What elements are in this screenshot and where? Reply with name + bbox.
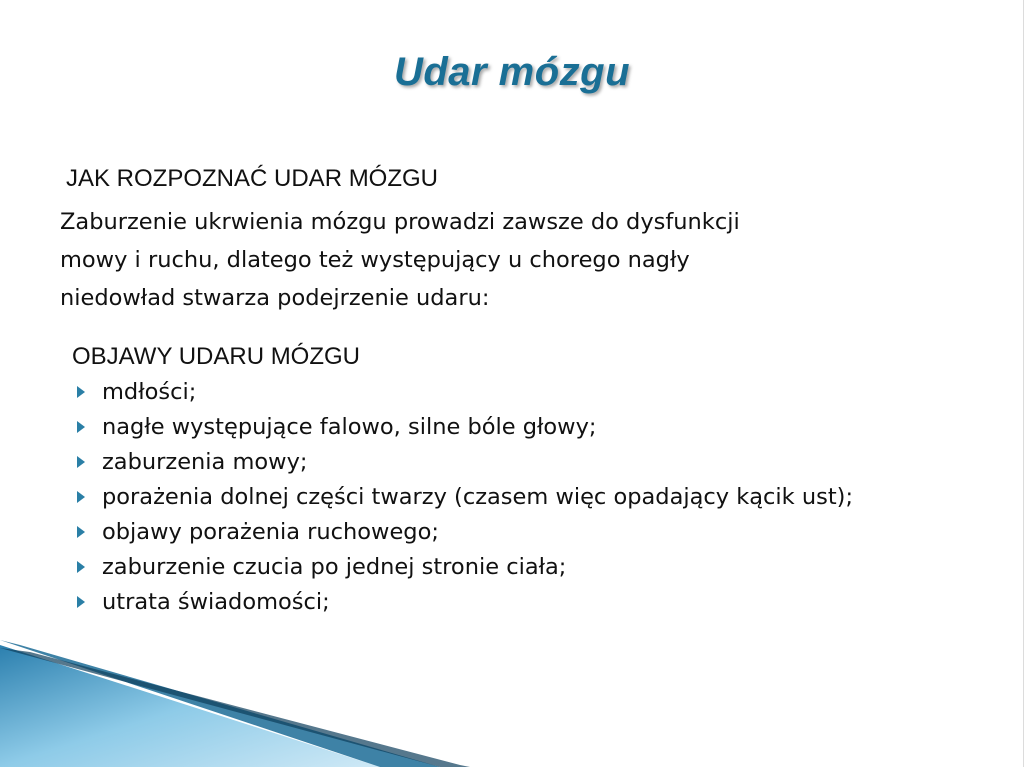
symptom-text: mdłości; bbox=[102, 379, 197, 405]
symptom-text: porażenia dolnej części twarzy (czasem więc opadający kącik ust); bbox=[102, 484, 854, 510]
list-item bbox=[72, 485, 912, 509]
triangle-bullet-icon bbox=[74, 559, 88, 575]
symptom-text: nagłe występujące falowo, silne bóle głowy; bbox=[102, 414, 597, 440]
triangle-bullet-icon bbox=[74, 419, 88, 435]
triangle-bullet-icon bbox=[74, 454, 88, 470]
triangle-bullet-icon bbox=[74, 489, 88, 505]
triangle-bullet-icon bbox=[74, 384, 88, 400]
list-item bbox=[72, 380, 972, 404]
symptom-text: zaburzenie czucia po jednej stronie ciała; bbox=[102, 554, 567, 580]
list-item bbox=[72, 520, 972, 544]
list-item bbox=[72, 450, 972, 474]
triangle-bullet-icon bbox=[74, 524, 88, 540]
symptom-text: zaburzenia mowy; bbox=[102, 449, 308, 475]
heading-recognize: JAK ROZPOZNAĆ UDAR MÓZGU bbox=[66, 165, 439, 192]
slide-title: Udar mózgu bbox=[393, 50, 631, 94]
list-item bbox=[72, 555, 972, 579]
intro-line: mowy i ruchu, dlatego też występujący u chorego nagły bbox=[60, 247, 690, 273]
intro-line: Zaburzenie ukrwienia mózgu prowadzi zawsze do dysfunkcji bbox=[60, 209, 740, 235]
list-item bbox=[72, 415, 972, 439]
symptom-text: utrata świadomości; bbox=[102, 589, 330, 615]
symptoms-list bbox=[72, 380, 972, 625]
list-item bbox=[72, 590, 972, 614]
symptom-text: objawy porażenia ruchowego; bbox=[102, 519, 439, 545]
intro-line: niedowład stwarza podejrzenie udaru: bbox=[60, 285, 490, 311]
corner-wave-decoration bbox=[0, 640, 1024, 767]
intro-paragraph bbox=[60, 203, 990, 317]
heading-symptoms: OBJAWY UDARU MÓZGU bbox=[72, 343, 361, 370]
triangle-bullet-icon bbox=[74, 594, 88, 610]
